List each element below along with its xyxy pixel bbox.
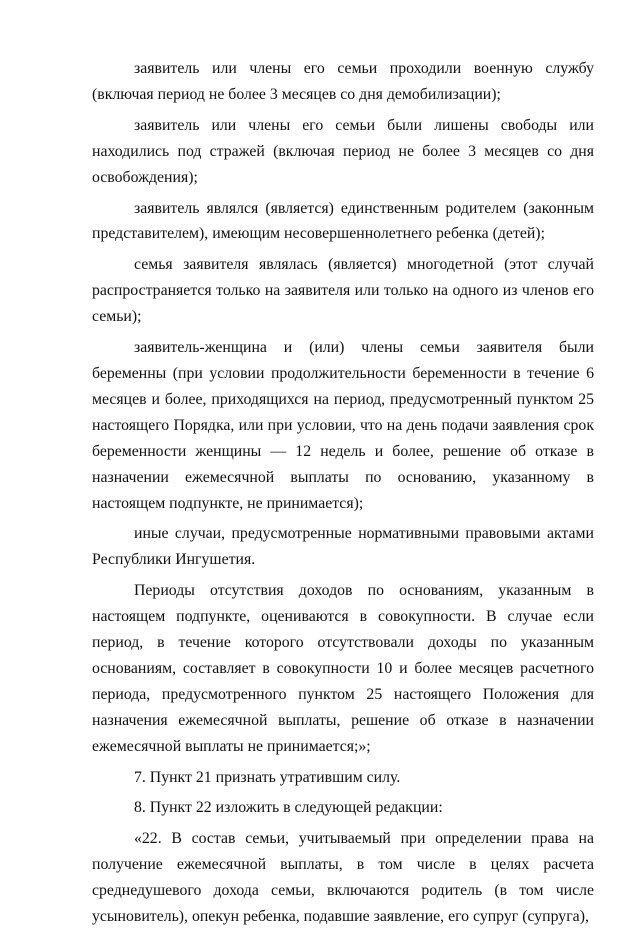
paragraph-large-family: семья заявителя являлась (является) многодетной (этот случай распространяется только на заявителя или только на одного из членов его семьи); [92, 256, 594, 326]
paragraph-pregnancy: заявитель-женщина и (или) члены семьи заявителя были беременны (при условии продолжительности беременности в течение 6 месяцев и более, приходящихся на период, предусмотренный пунктом 25 настоящего Порядка, или при условии, что на день подачи заявления срок беременности женщины — 12 недель и более, решение об отказе в назначении ежемесячной выплаты по основанию, указанному в настоящем подпункте, не принимается); [92, 339, 594, 512]
document-body [92, 56, 594, 930]
paragraph-single-parent: заявитель являлся (является) единственным родителем (законным представителем), имеющим несовершеннолетнего ребенка (детей); [92, 199, 594, 243]
paragraph-other-cases: иные случаи, предусмотренные нормативными правовыми актами Республики Ингушетия. [92, 525, 594, 569]
paragraph-item-22: «22. В состав семьи, учитываемый при определении права на получение ежемесячной выплаты, в том числе в целях расчета среднедушевого дохода семьи, включаются родитель (в том числе усыновитель), опекун ребенка, подавшие заявление, его супруг (супруга), [92, 830, 594, 926]
paragraph-deprivation-of-liberty: заявитель или члены его семьи были лишены свободы или находились под стражей (включая период не более 3 месяцев со дня освобождения); [92, 116, 594, 186]
paragraph-income-periods: Периоды отсутствия доходов по основаниям, указанным в настоящем подпункте, оцениваются в совокупности. В случае если период, в течение которого отсутствовали доходы по указанным основаниям, составляет в совокупности 10 и более месяцев расчетного периода, предусмотренного пунктом 25 настоящего Положения для назначения ежемесячной выплаты, решение об отказе в назначении ежемесячной выплаты не принимается;»; [92, 582, 594, 755]
paragraph-item-8: 8. Пункт 22 изложить в следующей редакции: [134, 799, 443, 817]
paragraph-item-7: 7. Пункт 21 признать утратившим силу. [134, 768, 401, 786]
paragraph-military-service: заявитель или члены его семьи проходили военную службу (включая период не более 3 месяцев со дня демобилизации); [92, 60, 594, 103]
